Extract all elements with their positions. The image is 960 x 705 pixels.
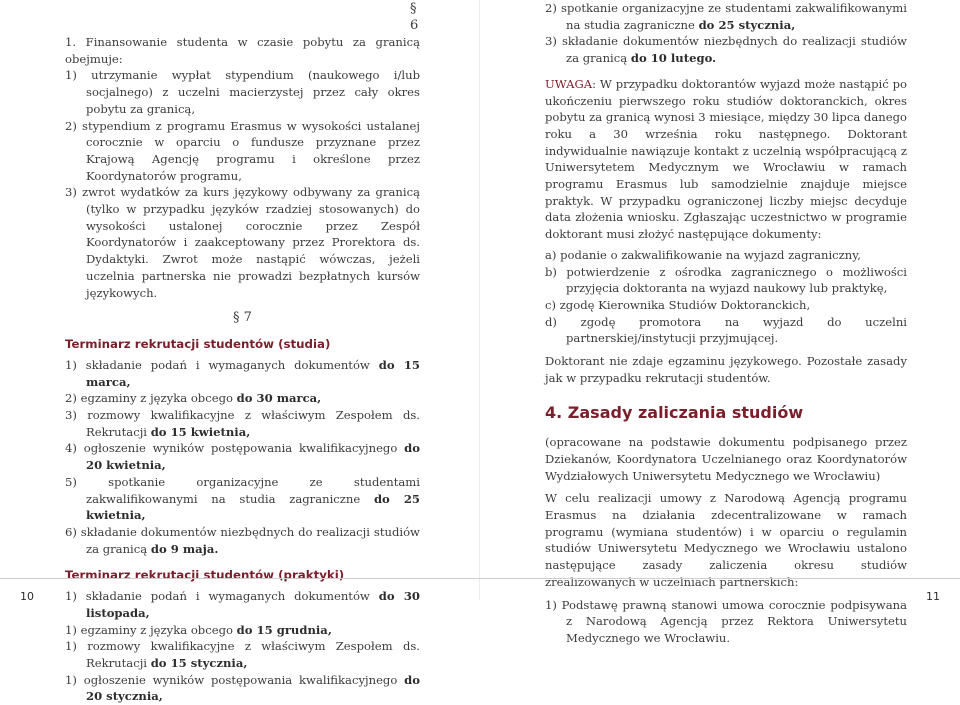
schedule-internships-item-2: 1) egzaminy z języka obcego do 15 grudnia, — [65, 622, 332, 637]
right-page-number: 11 — [926, 590, 940, 603]
right-footer-rule — [480, 578, 960, 601]
schedule-internships-item-5: 2) spotkanie organizacyjne ze studentami zakwalifikowanymi na studia zagraniczne do 25 stycznia, — [545, 1, 907, 32]
schedule-studies-item-4: 4) ogłoszenie wyników postępowania kwalifikacyjnego do 20 kwietnia, — [65, 441, 420, 473]
schedule-studies-item-5: 5) spotkanie organizacyjne ze studentami zakwalifikowanymi na studia zagraniczne do 25 kwietnia, — [65, 474, 420, 523]
left-footer-rule — [0, 578, 480, 601]
financing-item-3: 3) zwrot wydatków za kurs językowy odbywany za granicą (tylko w przypadku języków rzadziej stosowanych) do wysokości ustalonej corocznie przez Zespół Koordynatorów i zaakceptowany przez Prorektora ds. Dydaktyki. Zwrot może nastąpić wówczas, jeżeli uczelnia partnerska nie prowadzi bezpłatnych kursów językowych. — [65, 185, 420, 300]
section-4-intro: W celu realizacji umowy z Narodową Agencją programu Erasmus na działania zdecentralizowane w ramach programu (wymiana studentów) i w oparciu o regulamin studiów Uniwersytetu Medycznego we Wrocławiu ustalono następujące zasady zaliczenia okresu studiów zrealizowanych w uczelniach partnerskich: — [545, 491, 907, 589]
section-4-source: (opracowane na podstawie dokumentu podpisanego przez Dziekanów, Koordynatora Uczelnianego oraz Koordynatorów Wydziałowych Uniwersytetu Medycznego we Wrocławiu) — [545, 435, 907, 483]
left-page-number: 10 — [20, 590, 34, 603]
schedule-studies-item-2: 2) egzaminy z języka obcego do 30 marca, — [65, 391, 322, 406]
left-page — [0, 0, 480, 704]
schedule-studies-item-1: 1) składanie podań i wymaganych dokumentów do 15 marca, — [65, 357, 421, 389]
note-label: UWAGA — [545, 76, 593, 91]
schedule-internships-item-1: 1) składanie podań i wymaganych dokumentów do 30 listopada, — [65, 589, 421, 620]
financing-heading: 1. Finansowanie studenta w czasie pobytu za granicą obejmuje: — [65, 35, 420, 66]
document-item-b: b) potwierdzenie z ośrodka zagranicznego o możliwości przyjęcia doktoranta na wyjazd naukowy lub praktykę, — [545, 264, 907, 296]
schedule-internships-heading: Terminarz rekrutacji studentów (praktyki) — [65, 568, 345, 583]
section-6-marker: § 6 — [410, 1, 419, 33]
schedule-internships-item-6: 3) składanie dokumentów niezbędnych do realizacji studiów za granicą do 10 lutego. — [545, 34, 907, 66]
financing-item-1: 1) utrzymanie wypłat stypendium (naukowego i/lub socjalnego) z uczelni macierzystej przez cały okres pobytu za granicą, — [65, 68, 420, 116]
exam-note: Doktorant nie zdaje egzaminu językowego. Pozostałe zasady jak w przypadku rekrutacji studentów. — [545, 354, 907, 385]
schedule-internships-item-4: 1) ogłoszenie wyników postępowania kwalifikacyjnego do 20 stycznia, — [65, 672, 420, 704]
schedule-studies-item-6: 6) składanie dokumentów niezbędnych do realizacji studiów za granicą do 9 maja. — [65, 524, 420, 556]
section-4-heading: 4. Zasady zaliczania studiów — [545, 403, 804, 423]
document-item-c: c) zgodę Kierownika Studiów Doktoranckich, — [545, 297, 811, 312]
schedule-studies-heading: Terminarz rekrutacji studentów (studia) — [65, 337, 331, 352]
doctoral-note: UWAGA: W przypadku doktorantów wyjazd może nastąpić po ukończeniu pierwszego roku studiów doktoranckich, okres pobytu za granicą wynosi 3 miesiące, między 30 lipca danego roku a 30 września roku następnego. Doktorant indywidualnie nawiązuje kontakt z uczelnią współpracującą z Uniwersytetem Medycznym we Wrocławiu w ramach programu Erasmus lub samodzielnie znajduje miejsce praktyk. W przypadku ograniczonej liczby miejsc decyduje data złożenia wniosku. Zgłaszając uczestnictwo w programie doktorant musi złożyć następujące dokumenty: — [545, 76, 907, 242]
right-page — [480, 0, 960, 645]
document-item-d: d) zgodę promotora na wyjazd do uczelni partnerskiej/instytucji przyjmującej. — [545, 314, 907, 346]
right-page-content — [545, 0, 907, 647]
document-item-a: a) podanie o zakwalifikowanie na wyjazd zagraniczny, — [545, 247, 861, 262]
rule-item-1: 1) Podstawę prawną stanowi umowa corocznie podpisywana z Narodową Agencją przez Rektora Uniwersytetu Medycznego we Wrocławiu. — [545, 597, 907, 645]
financing-item-2: 2) stypendium z programu Erasmus w wysokości ustalanej corocznie w oparciu o fundusze przyznane przez Krajową Agencję programu i określone przez Koordynatorów programu, — [65, 118, 420, 183]
section-7-marker: § 7 — [233, 310, 252, 326]
schedule-internships-item-3: 1) rozmowy kwalifikacyjne z właściwym Zespołem ds. Rekrutacji do 15 stycznia, — [65, 639, 420, 670]
schedule-studies-item-3: 3) rozmowy kwalifikacyjne z właściwym Zespołem ds. Rekrutacji do 15 kwietnia, — [65, 408, 420, 439]
